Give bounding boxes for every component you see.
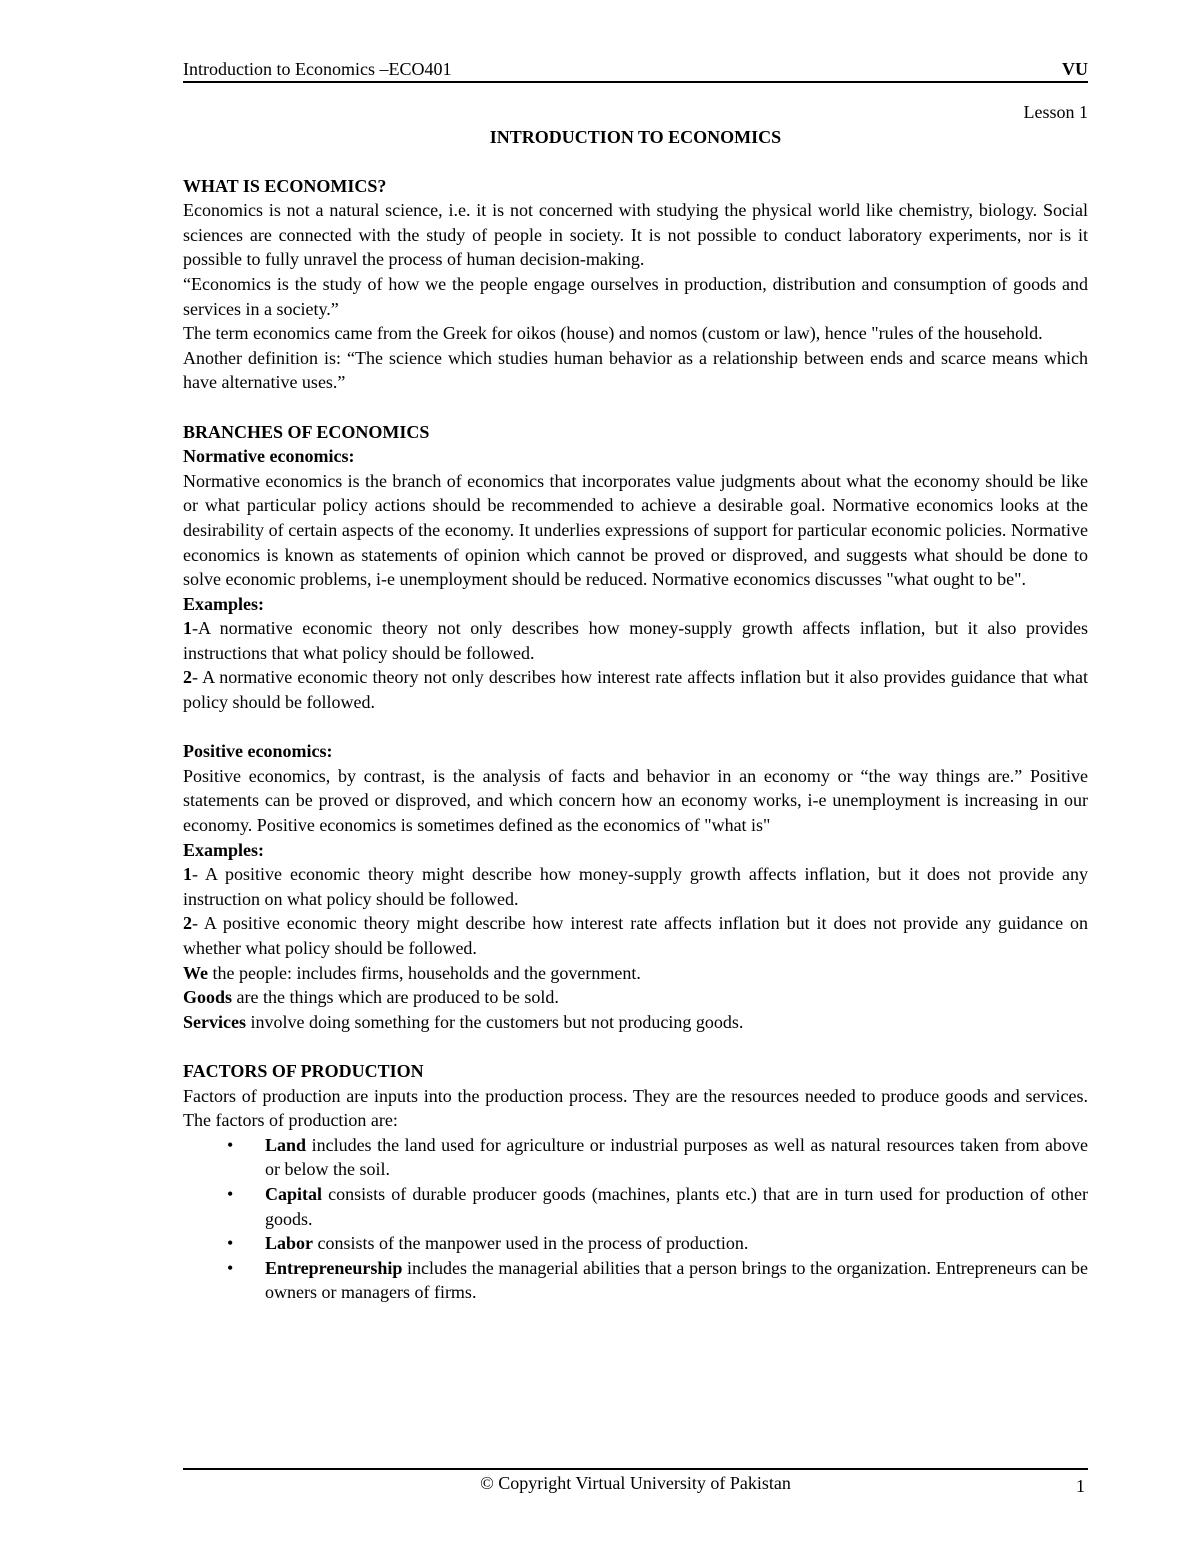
spacer	[183, 715, 1088, 740]
example-number: 1	[183, 618, 192, 639]
example-text: - A positive economic theory might describe how interest rate affects inflation but it does not provide any guidance on whether what policy should be followed.	[183, 913, 1088, 958]
what-is-paragraph-1: Economics is not a natural science, i.e. it is not concerned with studying the physical world like chemistry, biology. Social sciences are connected with the study of people in society. It is not possible to conduct laboratory experiments, nor is it possible to fully unravel the process of human decision-making.	[183, 200, 1088, 270]
list-item	[183, 1133, 1088, 1182]
example-text: - A positive economic theory might describe how money-supply growth affects inflation, but it does not provide any instruction on what policy should be followed.	[183, 864, 1088, 909]
list-item	[183, 1182, 1088, 1231]
definition-we	[183, 961, 1088, 986]
bullet-icon: •	[227, 1183, 234, 1204]
bullet-icon: •	[227, 1257, 234, 1278]
factors-list	[183, 1133, 1088, 1305]
factor-term: Capital	[265, 1183, 323, 1204]
bullet-icon: •	[227, 1233, 234, 1254]
what-is-heading: WHAT IS ECONOMICS?	[183, 175, 387, 196]
page-footer	[183, 1468, 1088, 1500]
positive-example-2	[183, 911, 1088, 960]
what-is-paragraph-4: Another definition is: “The science which studies human behavior as a relationship between ends and scarce means which have alternative uses.”	[183, 347, 1088, 393]
branches-heading: BRANCHES OF ECONOMICS	[183, 421, 430, 442]
copyright-text: © Copyright Virtual University of Pakistan	[480, 1473, 791, 1493]
list-item	[183, 1231, 1088, 1256]
factor-text: includes the land used for agriculture or industrial purposes as well as natural resources taken from above or below the soil.	[265, 1134, 1088, 1180]
normative-example-1	[183, 616, 1088, 665]
page-number: 1	[1076, 1476, 1085, 1496]
spacer	[183, 1034, 1088, 1059]
factor-text: consists of the manpower used in the process of production.	[313, 1233, 749, 1254]
factor-term: Labor	[265, 1233, 314, 1254]
example-number: 2	[183, 913, 192, 934]
example-number: 2	[183, 667, 192, 688]
factors-heading: FACTORS OF PRODUCTION	[183, 1060, 424, 1081]
positive-body: Positive economics, by contrast, is the analysis of facts and behavior in an economy or “the way things are.” Positive statements can be proved or disproved, and which concern how an economy works, i-e unemployment is increasing in our economy. Positive economics is sometimes defined as the economics of "what is"	[183, 765, 1088, 836]
brand-label: VU	[1062, 59, 1088, 79]
definition-goods	[183, 985, 1088, 1010]
definition-term: Services	[183, 1011, 246, 1032]
factor-text: includes the managerial abilities that a person brings to the organization. Entrepreneurs can be owners or managers of firms.	[265, 1257, 1088, 1303]
normative-examples-label: Examples:	[183, 593, 264, 614]
what-is-paragraph-2: “Economics is the study of how we the people engage ourselves in production, distribution and consumption of goods and services in a society.”	[183, 273, 1088, 319]
normative-body: Normative economics is the branch of economics that incorporates value judgments about what the economy should be like or what particular policy actions should be recommended to achieve a desirable goal. Normative economics looks at the desirability of certain aspects of the economy. It underlies expressions of support for particular economic policies. Normative economics is known as statements of opinion which cannot be proved or disproved, and suggests what should be done to solve economic problems, i-e unemployment should be reduced. Normative economics discusses "what ought to be".	[183, 470, 1088, 590]
definition-term: We	[183, 962, 208, 983]
factor-term: Entrepreneurship	[265, 1257, 403, 1278]
positive-examples-label: Examples:	[183, 839, 264, 860]
normative-heading: Normative economics:	[183, 446, 355, 467]
course-title: Introduction to Economics –ECO401	[183, 59, 452, 79]
positive-example-1	[183, 862, 1088, 911]
example-text: - A normative economic theory not only describes how interest rate affects inflation but it also provides guidance that what policy should be followed.	[183, 667, 1088, 713]
definition-text: the people: includes firms, households and the government.	[208, 962, 641, 983]
factors-intro: Factors of production are inputs into the production process. They are the resources needed to produce goods and services. The factors of production are:	[183, 1085, 1088, 1131]
definition-services	[183, 1010, 1088, 1035]
page-header	[183, 55, 1088, 83]
list-item	[183, 1256, 1088, 1305]
definition-text: involve doing something for the customers but not producing goods.	[245, 1011, 744, 1032]
example-text: -A normative economic theory not only describes how money-supply growth affects inflation, but it also provides instructions that what policy should be followed.	[183, 618, 1088, 663]
document-title: INTRODUCTION TO ECONOMICS	[489, 127, 782, 147]
definition-text: are the things which are produced to be sold.	[232, 987, 559, 1008]
lesson-label: Lesson 1	[1023, 102, 1088, 122]
definition-term: Goods	[183, 987, 233, 1008]
document-page	[183, 55, 1088, 1305]
bullet-icon: •	[227, 1134, 234, 1155]
factor-term: Land	[265, 1134, 307, 1155]
factor-text: consists of durable producer goods (machines, plants etc.) that are in turn used for production of other goods.	[265, 1183, 1088, 1229]
what-is-paragraph-3: The term economics came from the Greek for oikos (house) and nomos (custom or law), hence "rules of the household.	[183, 323, 1043, 344]
document-body	[183, 100, 1088, 1305]
example-number: 1	[183, 864, 192, 885]
spacer	[183, 395, 1088, 420]
normative-example-2	[183, 665, 1088, 714]
positive-heading: Positive economics:	[183, 741, 333, 762]
spacer	[183, 149, 1088, 174]
